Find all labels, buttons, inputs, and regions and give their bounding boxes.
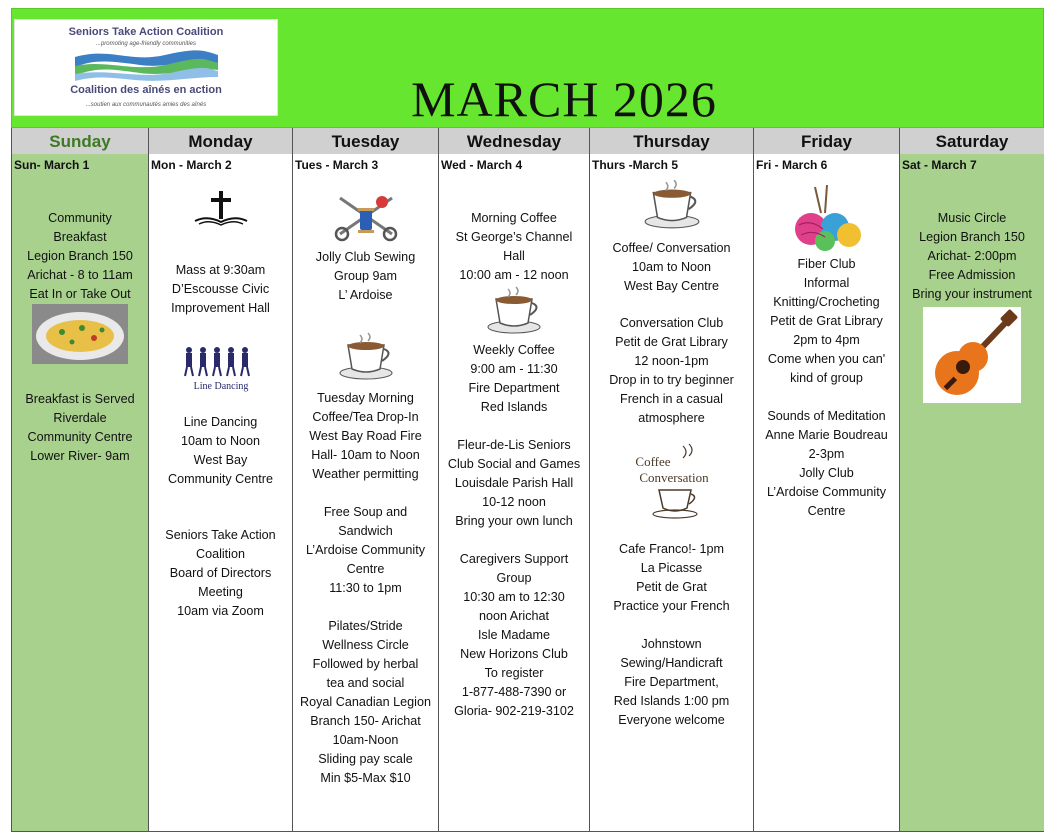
cross-bible-icon (193, 191, 249, 227)
event-tuesday-morning-coffee: Tuesday Morning Coffee/Tea Drop-In West Bay Road Fire Hall- 10am to Noon Weather permitting (309, 391, 422, 481)
day-events (439, 176, 589, 721)
day-events (900, 176, 1044, 403)
day-date: Tues - March 3 (295, 158, 379, 172)
day-date: Wed - March 4 (441, 158, 523, 172)
day-date: Thurs -March 5 (592, 158, 679, 172)
event-mass: Mass at 9:30am D’Escousse Civic Improvement Hall (171, 263, 270, 315)
svg-text:Conversation: Conversation (638, 470, 709, 485)
logo-line-3: Coalition des aînés en action (70, 84, 222, 96)
calendar-grid (11, 128, 1044, 832)
event-sounds-of-meditation: Sounds of Meditation Anne Marie Boudreau 2-3pm Jolly Club L’Ardoise Community Centre (765, 409, 888, 518)
day-header: Friday (754, 128, 899, 154)
logo-line-4: ...soutien aux communautés amies des aînés (85, 102, 207, 108)
event-johnstown-sewing: Johnstown Sewing/Handicraft Fire Department, Red Islands 1:00 pm Everyone welcome (613, 637, 730, 727)
event-music-circle: Music Circle Legion Branch 150 Arichat- 2:00pm Free Admission Bring your instrument (912, 211, 1032, 301)
svg-text:Coffee: Coffee (634, 454, 671, 469)
coffee-conversation-icon (627, 442, 717, 520)
yarn-knitting-icon (791, 185, 863, 253)
coffee-cup-icon (486, 285, 542, 335)
event-fleur-de-lis: Fleur-de-Lis Seniors Club Social and Games Louisdale Parish Hall 10-12 noon Bring your own lunch (447, 438, 581, 528)
coalition-logo (14, 19, 278, 116)
day-date: Sun- March 1 (14, 158, 90, 172)
day-events (293, 176, 438, 788)
event-coffee-conversation: Coffee/ Conversation 10am to Noon West Bay Centre (612, 241, 731, 293)
event-community-breakfast: Community Breakfast Legion Branch 150 Arichat - 8 to 11am Eat In or Take Out (27, 211, 133, 301)
event-line-dancing: Line Dancing 10am to Noon West Bay Community Centre (168, 415, 273, 486)
day-column-friday (753, 128, 899, 832)
grid-bottom-border (11, 831, 1044, 832)
event-jolly-club-sewing: Jolly Club Sewing Group 9am L’ Ardoise (315, 250, 416, 302)
logo-line-1: Seniors Take Action Coalition (68, 26, 224, 38)
event-fiber-club: Fiber Club Informal Knitting/Crocheting Petit de Grat Library 2pm to 4pm Come when you can' kind of group (767, 257, 886, 385)
day-header: Wednesday (439, 128, 589, 154)
day-events (149, 176, 292, 621)
day-column-wednesday (438, 128, 589, 832)
sewing-icon (334, 188, 398, 242)
day-header: Sunday (12, 128, 148, 154)
event-breakfast-riverdale: Breakfast is Served Riverdale Community Centre Lower River- 9am (25, 392, 135, 463)
day-header: Tuesday (293, 128, 438, 154)
logo-line-2: ...promoting age-friendly communities (95, 41, 197, 47)
event-pilates-stride: Pilates/Stride Wellness Circle Followed by herbal tea and social Royal Canadian Legion Branch 150- Arichat 10am-Noon Sliding pay scale Min $5-Max $10 (300, 619, 431, 785)
day-header: Thursday (590, 128, 753, 154)
coffee-cup-icon (338, 331, 394, 381)
day-column-monday (148, 128, 292, 832)
event-weekly-coffee: Weekly Coffee 9:00 am - 11:30 Fire Department Red Islands (468, 343, 560, 414)
day-column-saturday (899, 128, 1044, 832)
event-cafe-franco: Cafe Franco!- 1pm La Picasse Petit de Grat Practice your French (613, 542, 730, 613)
event-caregivers-support: Caregivers Support Group 10:30 am to 12:30 noon Arichat Isle Madame New Horizons Club To register 1-877-488-7390 or Gloria- 902-219-3102 (454, 552, 574, 718)
day-date: Mon - March 2 (151, 158, 232, 172)
day-column-thursday (589, 128, 753, 832)
page-title: MARCH 2026 (411, 71, 717, 127)
guitar-icon (923, 307, 1021, 403)
coffee-cup-icon (643, 178, 701, 230)
day-events (590, 176, 753, 730)
event-free-soup: Free Soup and Sandwich L’Ardoise Community Centre 11:30 to 1pm (306, 505, 425, 595)
day-header: Monday (149, 128, 292, 154)
day-events (12, 176, 148, 466)
line-dancing-icon (181, 344, 261, 392)
event-conversation-club: Conversation Club Petit de Grat Library 12 noon-1pm Drop in to try beginner French in a casual atmosphere (609, 316, 734, 425)
event-board-meeting: Seniors Take Action Coalition Board of Directors Meeting 10am via Zoom (165, 528, 276, 618)
day-header: Saturday (900, 128, 1044, 154)
event-morning-coffee: Morning Coffee St George’s Channel Hall 10:00 am - 12 noon (455, 211, 573, 282)
day-date: Fri - March 6 (756, 158, 828, 172)
day-events (754, 176, 899, 521)
wave-logo-icon (70, 49, 220, 83)
day-date: Sat - March 7 (902, 158, 977, 172)
omelette-icon (32, 304, 128, 364)
line-dancing-caption: Line Dancing (193, 381, 248, 392)
day-column-sunday (11, 128, 148, 832)
day-column-tuesday (292, 128, 438, 832)
